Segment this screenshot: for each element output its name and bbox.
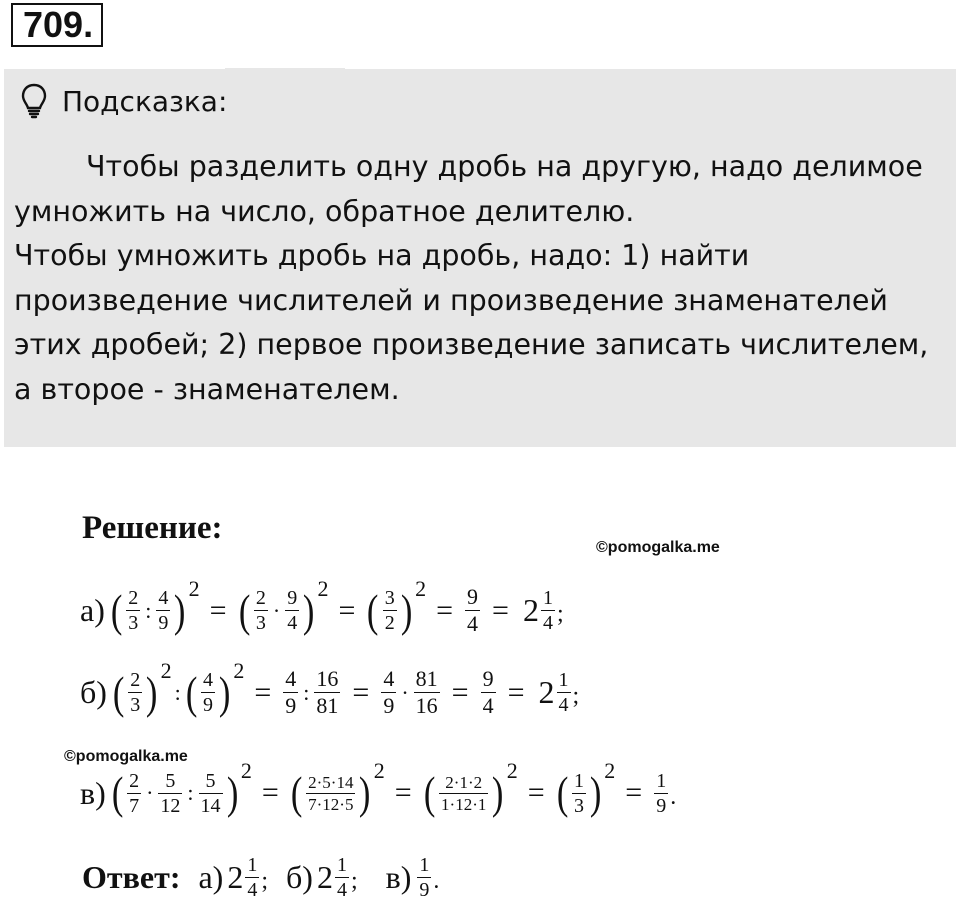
fraction: $\frac{4}{9}$	[203, 669, 214, 716]
hint-text	[14, 145, 944, 412]
problem-number: 709.	[11, 3, 103, 47]
fraction: $\frac{2}{3}$	[255, 587, 266, 634]
fraction: $\frac{1}{3}$	[573, 769, 584, 817]
hint-line: а второе - знаменателем.	[14, 372, 400, 406]
fraction: $\frac{2}{3}$	[130, 669, 141, 716]
solution-line-a: а) ( $\frac{2}{3}$ : $\frac{4}{9}$ ) 2 = ( $\frac{2}{3}$ · $\frac{9}{4}$ ) 2 = ( $\frac{3}{2}$ ) 2 = $\frac{9}{4}$ = 2 $\frac{1}{4}$ ;	[80, 575, 564, 636]
fraction: $\frac{4}{9}$	[285, 666, 297, 718]
solution-title: Решение:	[82, 510, 223, 546]
item-label: б)	[286, 859, 313, 895]
answer-label: Ответ:	[82, 859, 181, 895]
hint-line: Чтобы умножить дробь на дробь, надо: 1) найти	[14, 239, 750, 272]
hint-line: умножить на число, обратное делителю.	[14, 194, 635, 228]
fraction: $\frac{81}{16}$	[415, 666, 438, 718]
answer-a: а) 2 $\frac{1}{4}$ ;	[198, 854, 268, 901]
fraction: $\frac{4}{9}$	[383, 666, 395, 718]
watermark: ©pomogalka.me	[64, 748, 188, 765]
item-label: в)	[385, 859, 412, 895]
fraction: $\frac{1}{9}$	[656, 769, 667, 817]
item-label: б)	[80, 674, 107, 710]
answer-v: в) $\frac{1}{9}$ .	[385, 854, 440, 901]
fraction: $\frac{3}{2}$	[384, 587, 395, 634]
fraction: $\frac{2\cdot 1\cdot 2}{1\cdot 12\cdot 1}$	[441, 772, 487, 814]
fraction: $\frac{9}{4}$	[467, 584, 479, 636]
fraction: $\frac{1}{4}$	[558, 669, 569, 716]
hint-line: произведение числителей и произведение знаменателей	[14, 283, 888, 317]
hint-line: Чтобы разделить одну дробь на другую, надо делимое	[86, 150, 923, 183]
fraction: $\frac{9}{4}$	[482, 666, 494, 718]
solution-line-b: б) ( $\frac{2}{3}$ ) 2 : ( $\frac{4}{9}$ ) 2 = $\frac{4}{9}$ : $\frac{16}{81}$ = $\frac{4}{9}$ · $\frac{81}{16}$ = $\frac{9}{4}$ = 2 $\frac{1}{4}$ ;	[80, 657, 580, 718]
item-label: в)	[80, 774, 106, 811]
hint-header	[20, 83, 227, 119]
fraction: $\frac{16}{81}$	[316, 666, 339, 718]
fraction: $\frac{4}{9}$	[158, 587, 169, 634]
fraction: $\frac{1}{4}$	[247, 854, 258, 901]
fraction: $\frac{1}{9}$	[419, 854, 430, 901]
answer-b: б) 2 $\frac{1}{4}$ ;	[286, 854, 358, 901]
solution-line-v: в) ( $\frac{2}{7}$ · $\frac{5}{12}$ : $\frac{5}{14}$ ) 2 = ( $\frac{2\cdot 5\cdot 14}{7\cdot 12\cdot 5}$ ) 2 = ( $\frac{2\cdot 1\cdot 2}{1\cdot 12\cdot 1}$ ) 2 = ( $\frac{1}{3}$ ) 2 = $\frac{1}{9}$ .	[80, 758, 677, 818]
fraction: $\frac{9}{4}$	[287, 587, 298, 634]
answer-line	[82, 855, 439, 900]
hint-panel	[4, 69, 956, 447]
fraction: $\frac{1}{4}$	[336, 854, 347, 901]
fraction: $\frac{5}{12}$	[160, 769, 181, 817]
hint-title: Подсказка:	[62, 84, 228, 118]
fraction: $\frac{1}{4}$	[542, 587, 553, 634]
lightbulb-icon	[20, 83, 48, 119]
fraction: $\frac{2}{3}$	[128, 587, 139, 634]
fraction: $\frac{5}{14}$	[200, 769, 221, 817]
item-label: а)	[80, 592, 105, 628]
fraction: $\frac{2}{7}$	[129, 769, 140, 817]
item-label: а)	[198, 859, 224, 895]
hint-line: этих дробей; 2) первое произведение записать числителем,	[14, 328, 929, 361]
watermark: ©pomogalka.me	[596, 539, 720, 556]
fraction: $\frac{2\cdot 5\cdot 14}{7\cdot 12\cdot 5}$	[308, 772, 354, 814]
